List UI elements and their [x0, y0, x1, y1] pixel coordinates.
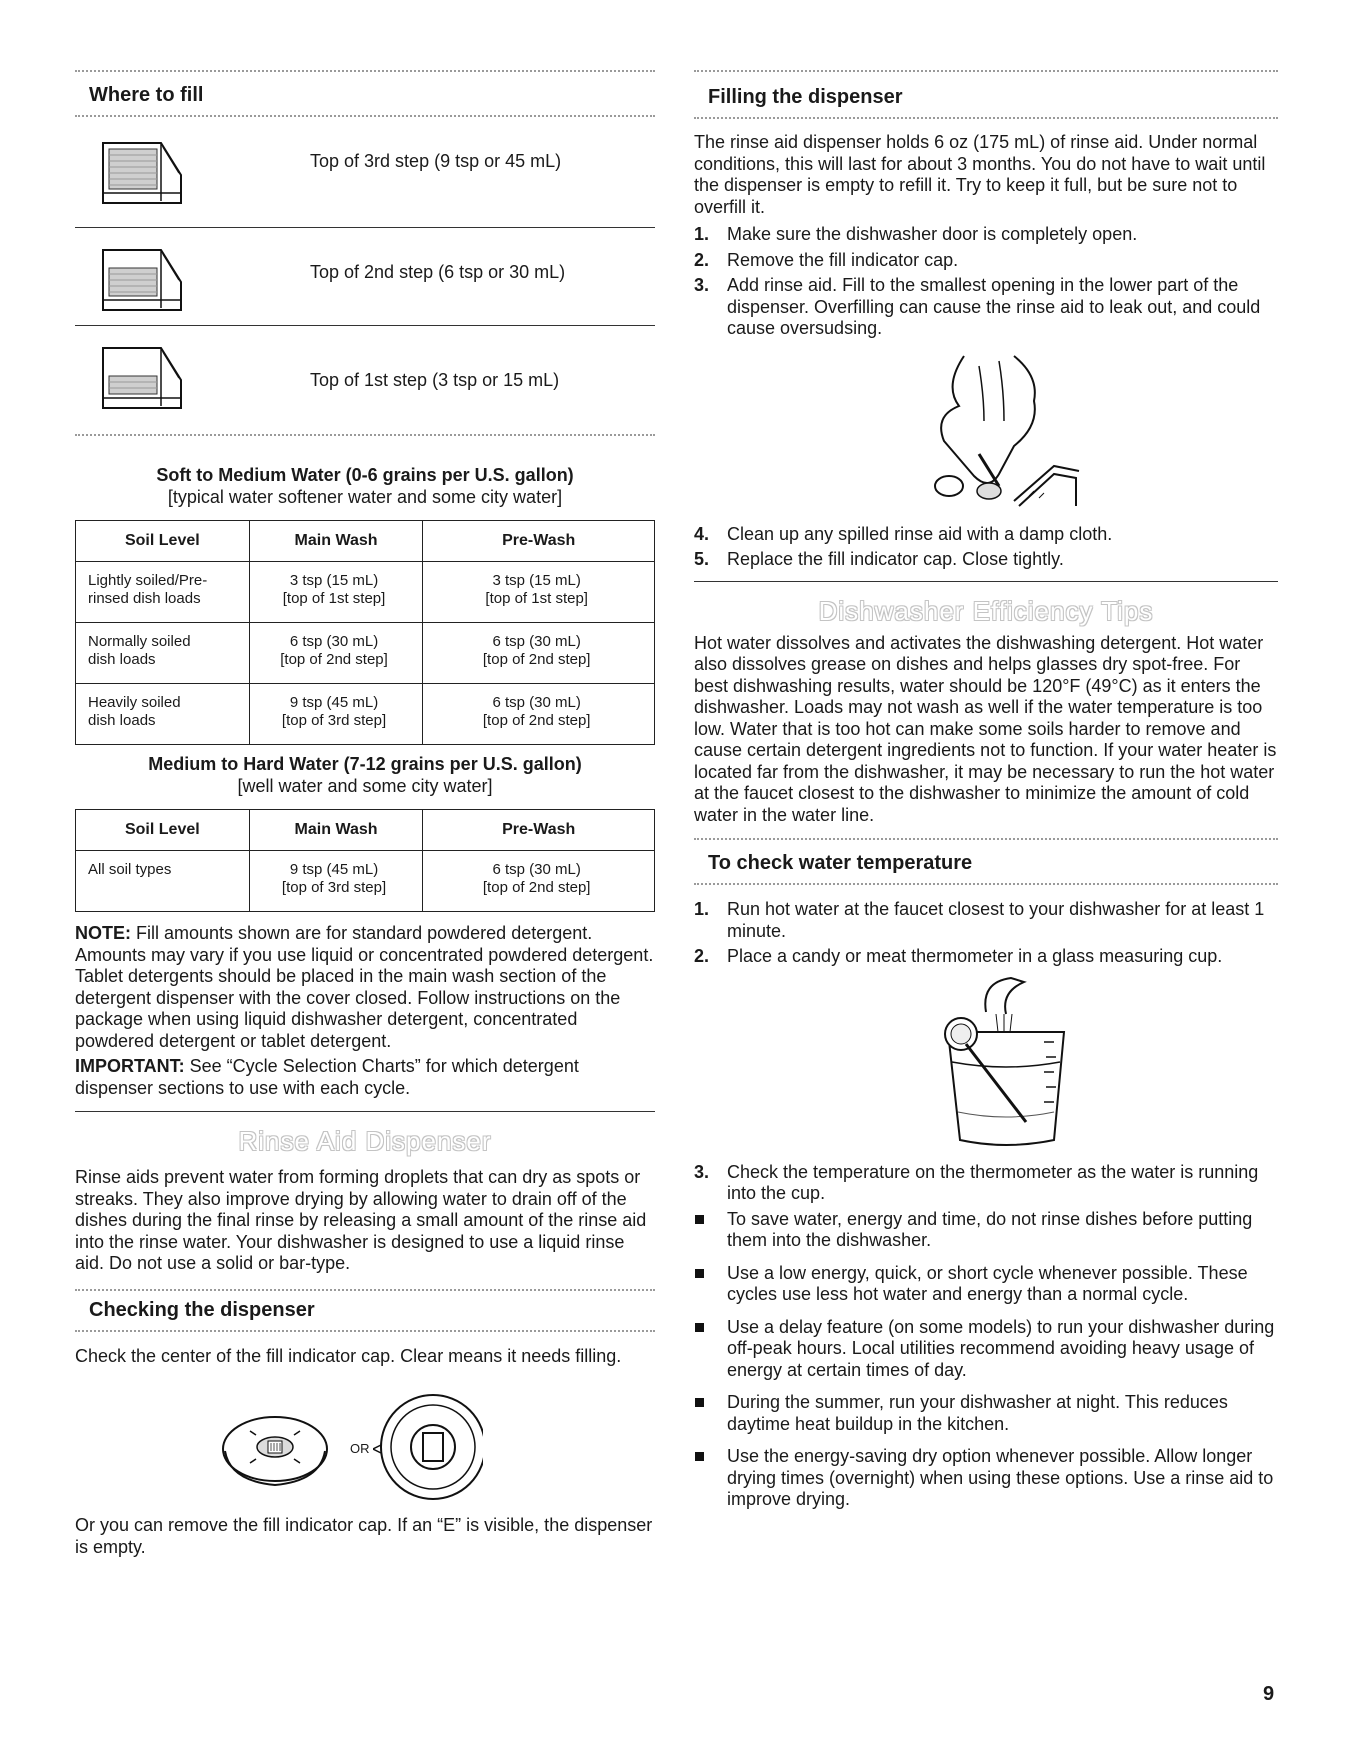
table-row [76, 851, 655, 912]
important-text: See “Cycle Selection Charts” for which detergent dispenser sections to use with each cycle. [75, 1056, 579, 1098]
checking-after-paragraph: Or you can remove the fill indicator cap. If an “E” is visible, the dispenser is empty. [75, 1515, 653, 1557]
section-divider [75, 70, 655, 72]
list-item: 1. Run hot water at the faucet closest to your dishwasher for at least 1 minute. [694, 899, 1265, 941]
table-subtitle: [typical water softener water and some city water] [167, 487, 563, 507]
thermometer-cup-illustration [926, 972, 1086, 1152]
checking-dispenser-heading: Checking the dispenser [89, 1298, 315, 1321]
soil-level-cell: Normally soiled dish loads [76, 623, 250, 684]
soil-level-cell: Lightly soiled/Pre- rinsed dish loads [76, 562, 250, 623]
pre-wash-cell: 6 tsp (30 mL) [top of 2nd step] [423, 623, 655, 684]
bullet-icon [695, 1269, 704, 1278]
main-wash-cell: 9 tsp (45 mL) [top of 3rd step] [249, 851, 423, 912]
list-item: 5. Replace the fill indicator cap. Close tightly. [694, 549, 1064, 569]
column-header: Main Wash [249, 521, 423, 562]
table-title: Soft to Medium Water (0-6 grains per U.S. gallon) [156, 465, 574, 485]
list-item: During the summer, run your dishwasher at night. This reduces daytime heat buildup in the kitchen. [694, 1392, 1278, 1435]
column-header: Main Wash [249, 810, 423, 851]
important-paragraph [75, 1056, 655, 1099]
list-item: Use the energy-saving dry option whenever possible. Allow longer drying times (overnight) when using these options. Use a rinse aid to improve drying. [694, 1446, 1278, 1511]
table-row [76, 684, 655, 745]
section-divider [694, 838, 1278, 840]
efficiency-tips-heading: Dishwasher Efficiency Tips [818, 595, 1154, 626]
indicator-cap-clear-icon [220, 1401, 330, 1501]
note-paragraph [75, 923, 655, 1052]
column-header: Soil Level [76, 810, 250, 851]
rinse-aid-heading: Rinse Aid Dispenser [238, 1126, 492, 1156]
dispenser-3rd-step-icon [97, 135, 185, 209]
list-item: To save water, energy and time, do not rinse dishes before putting them into the dishwasher. [694, 1209, 1278, 1252]
bullet-icon [695, 1452, 704, 1461]
hard-water-table [75, 809, 655, 912]
efficiency-bullets [694, 1209, 1278, 1511]
list-item: 2. Remove the fill indicator cap. [694, 249, 959, 270]
list-item: 2. Place a candy or meat thermometer in a glass measuring cup. [694, 946, 1223, 966]
section-divider [75, 1289, 655, 1291]
fill-level-list [75, 117, 655, 434]
bullet-icon [695, 1323, 704, 1332]
section-divider [75, 1111, 655, 1112]
heading-underline [694, 883, 1278, 885]
note-text: Fill amounts shown are for standard powdered detergent. Amounts may vary if you use liquid or concentrated powdered detergent. Tablet detergents should be placed in the main wash section of the detergent dispenser with the cover closed. Follow instructions on the package when using liquid dishwasher detergent, concentrated powdered detergent or tablet detergent. [75, 923, 654, 1051]
column-header: Pre-Wash [423, 521, 655, 562]
pre-wash-cell: 3 tsp (15 mL) [top of 1st step] [423, 562, 655, 623]
temperature-steps-continued [694, 1162, 1278, 1205]
list-item: 3. Check the temperature on the thermometer as the water is running into the cup. [694, 1161, 1259, 1203]
where-to-fill-heading: Where to fill [89, 84, 204, 106]
rinse-aid-paragraph: Rinse aids prevent water from forming droplets that can dry as spots or streaks. They also improve drying by allowing water to drain off of the dishes during the final rinse by releasing a small amount of the rinse aid into the rinse water. Your dishwasher is designed to use a liquid rinse aid. Do not use a solid or bar-type. [75, 1167, 647, 1273]
soft-water-table [75, 520, 655, 745]
efficiency-paragraph: Hot water dissolves and activates the dishwashing detergent. Hot water also dissolves grease on dishes and helps glasses dry spot-free. For best dishwashing results, water should be 120°F (49°C) as it enters the dishwasher. Loads may not wash as well if the water temperature is too low. Water that is too hot can make some soils harder to remove and cause certain detergent ingredients not to function. If your water heater is located far from the dishwasher, it may be necessary to run the hot water at the faucet closest to the dishwasher to minimize the amount of cold water in the water line. [694, 632, 1277, 825]
page-number: 9 [1263, 1683, 1275, 1705]
filling-steps [694, 224, 1278, 340]
fill-level-text: Top of 2nd step (6 tsp or 30 mL) [310, 262, 566, 282]
or-label: OR [350, 1441, 370, 1456]
note-label: NOTE: [75, 923, 131, 943]
list-item: 3. Add rinse aid. Fill to the smallest opening in the lower part of the dispenser. Overfilling can cause the rinse aid to leak out, and could cause oversudsing. [694, 275, 1261, 338]
main-wash-cell: 9 tsp (45 mL) [top of 3rd step] [249, 684, 423, 745]
pouring-rinse-aid-illustration [904, 346, 1084, 516]
checking-paragraph: Check the center of the fill indicator cap. Clear means it needs filling. [75, 1345, 622, 1366]
main-wash-cell: 6 tsp (30 mL) [top of 2nd step] [249, 623, 423, 684]
table-header-row [76, 810, 655, 851]
table-title: Medium to Hard Water (7-12 grains per U.S. gallon) [148, 754, 582, 774]
e-label [423, 1429, 438, 1455]
fill-level-row [75, 228, 655, 326]
pre-wash-cell: 6 tsp (30 mL) [top of 2nd step] [423, 684, 655, 745]
section-divider [694, 70, 1278, 72]
table-row [76, 562, 655, 623]
filling-intro: The rinse aid dispenser holds 6 oz (175 mL) of rinse aid. Under normal conditions, this will last for about 3 months. You do not have to wait until the dispenser is empty to refill it. Try to keep it full, but be sure not to overfill it. [694, 132, 1266, 217]
fill-level-text: Top of 1st step (3 tsp or 15 mL) [310, 370, 560, 390]
bullet-icon [695, 1398, 704, 1407]
list-item: Use a low energy, quick, or short cycle whenever possible. These cycles use less hot water and energy than a normal cycle. [694, 1263, 1278, 1306]
dispenser-2nd-step-icon [97, 242, 185, 316]
pre-wash-cell: 6 tsp (30 mL) [top of 2nd step] [423, 851, 655, 912]
soil-level-cell: Heavily soiled dish loads [76, 684, 250, 745]
heading-underline [75, 1330, 655, 1332]
table-row [76, 623, 655, 684]
bullet-icon [695, 1215, 704, 1224]
hard-water-table-heading [75, 753, 655, 797]
left-column [75, 70, 655, 1558]
fill-indicator-figure [75, 1377, 655, 1515]
column-header: Pre-Wash [423, 810, 655, 851]
dispenser-1st-step-icon [97, 340, 185, 414]
fill-level-row [75, 326, 655, 434]
table-subtitle: [well water and some city water] [237, 776, 493, 796]
filling-steps-continued [694, 524, 1278, 571]
soil-level-cell: All soil types [76, 851, 250, 912]
column-header: Soil Level [76, 521, 250, 562]
important-label: IMPORTANT: [75, 1056, 185, 1076]
water-temperature-heading: To check water temperature [708, 852, 973, 874]
list-item: 1. Make sure the dishwasher door is completely open. [694, 224, 1138, 244]
section-divider [75, 434, 655, 436]
main-wash-cell: 3 tsp (15 mL) [top of 1st step] [249, 562, 423, 623]
fill-level-row [75, 117, 655, 228]
list-item: Use a delay feature (on some models) to run your dishwasher during off-peak hours. Local utilities recommend avoiding heavy usage of energy at certain times of day. [694, 1317, 1278, 1382]
fill-level-text: Top of 3rd step (9 tsp or 45 mL) [310, 151, 562, 171]
section-divider [694, 581, 1278, 582]
right-column [694, 70, 1278, 1522]
filling-dispenser-heading: Filling the dispenser [708, 86, 903, 108]
heading-underline [694, 117, 1278, 119]
table-header-row [76, 521, 655, 562]
soft-water-table-heading [75, 464, 655, 508]
list-item: 4. Clean up any spilled rinse aid with a damp cloth. [694, 523, 1113, 544]
temperature-steps [694, 899, 1278, 968]
